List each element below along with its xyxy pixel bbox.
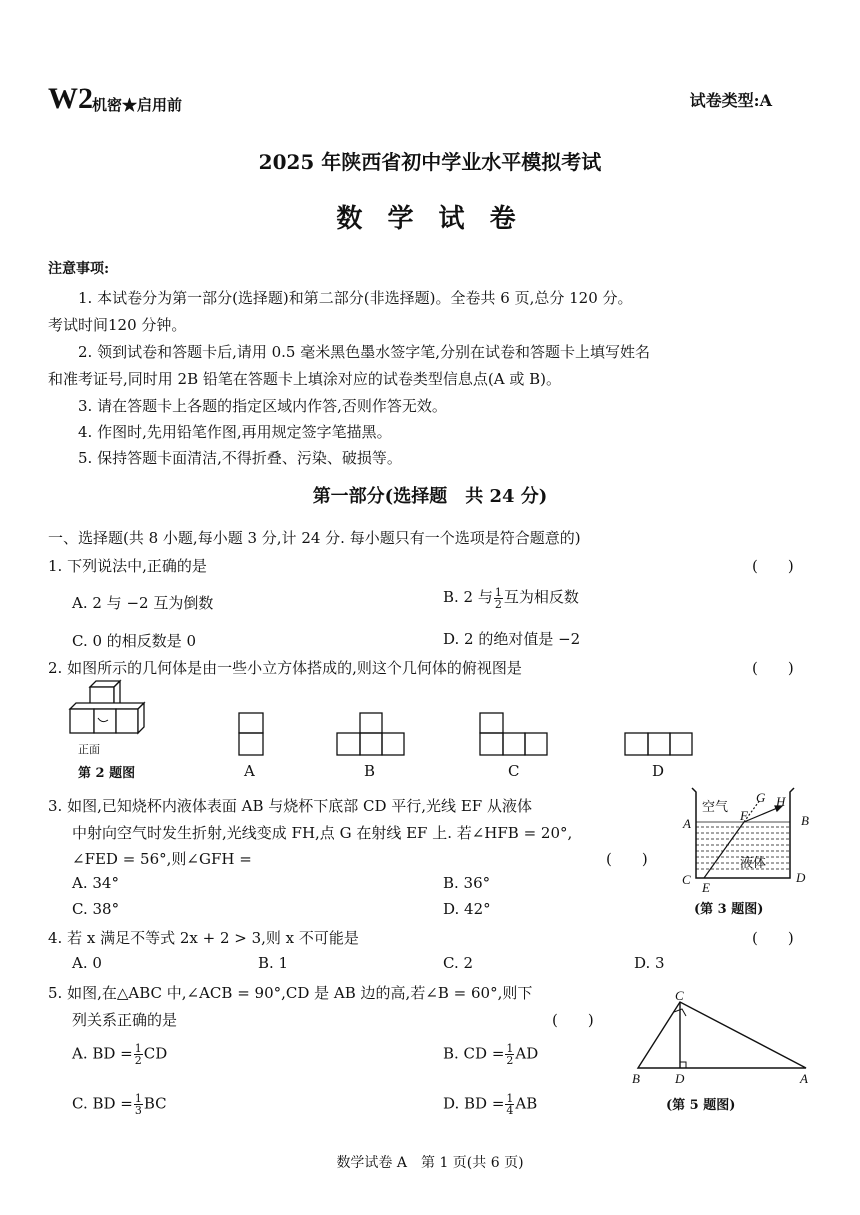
- frac-num: 1: [506, 1092, 514, 1105]
- q5-option-c-post: BC: [143, 1094, 167, 1113]
- q2-option-a: A: [244, 762, 255, 780]
- section-title: 第一部分(选择题 共 24 分): [312, 486, 548, 507]
- q5-option-c-pre: C. BD =: [72, 1094, 133, 1113]
- q5-point-c: C: [675, 988, 684, 1003]
- q3-line-2: 中射向空气时发生折射,光线变成 FH,点 G 在射线 EF 上. 若∠HFB = 20°,: [72, 824, 573, 842]
- q3-air-label: 空气: [702, 800, 729, 815]
- q5-answer-paren: ( ): [552, 1011, 594, 1029]
- q5-option-d-post: AB: [515, 1094, 538, 1113]
- q5-option-d-frac: [505, 1093, 514, 1116]
- q3-answer-paren: ( ): [606, 850, 648, 868]
- q1-option-d: D. 2 的绝对值是 −2: [443, 630, 581, 648]
- cube-front-3: [116, 709, 138, 733]
- q5-point-b: B: [632, 1071, 640, 1086]
- page-footer: 数学试卷 A 第 1 页(共 6 页): [336, 1155, 524, 1171]
- q1-option-b-frac: [494, 587, 503, 610]
- frac-num: 1: [506, 1042, 514, 1055]
- q2-option-c-figure: [479, 712, 551, 758]
- subject-title: 数 学 试 卷: [336, 204, 524, 234]
- q5-point-a: A: [800, 1071, 808, 1086]
- q4-option-d: D. 3: [634, 954, 665, 972]
- q4-stem: 4. 若 x 满足不等式 2x + 2 > 3,则 x 不可能是: [48, 929, 359, 947]
- q1-option-c: C. 0 的相反数是 0: [72, 632, 197, 650]
- q3-point-e: E: [702, 880, 710, 895]
- frac-den: 2: [134, 1054, 142, 1067]
- q5-option-c: [72, 1093, 167, 1116]
- q5-option-a-frac: [134, 1043, 143, 1066]
- q2-option-d: D: [652, 762, 665, 780]
- q3-line-1: 3. 如图,已知烧杯内液体表面 AB 与烧杯下底部 CD 平行,光线 EF 从液体: [48, 797, 532, 815]
- q2-option-b: B: [364, 762, 376, 780]
- q2-option-d-figure: [624, 732, 696, 758]
- paper-type: 试卷类型:A: [689, 91, 772, 110]
- q5-option-a-post: CD: [143, 1044, 168, 1063]
- q3-point-b: B: [801, 813, 809, 828]
- q4-option-a: A. 0: [72, 954, 102, 972]
- q4-option-c: C. 2: [443, 954, 474, 972]
- q5-line-2: 列关系正确的是: [72, 1011, 178, 1029]
- q3-option-a: A. 34°: [72, 874, 119, 892]
- ray-ef: [704, 822, 744, 878]
- notice-heading: 注意事项:: [48, 261, 110, 277]
- frac-num: 1: [134, 1042, 142, 1055]
- frac-den: 3: [134, 1104, 142, 1117]
- q3-option-b: B. 36°: [443, 874, 491, 892]
- notice-item-1: 1. 本试卷分为第一部分(选择题)和第二部分(非选择题)。全卷共 6 页,总分 120 分。: [78, 289, 633, 307]
- q3-fig-caption: (第 3 题图): [694, 902, 764, 917]
- q5-line-1: 5. 如图,在△ABC 中,∠ACB = 90°,CD 是 AB 边的高,若∠B = 60°,则下: [48, 984, 533, 1002]
- q1-option-b-pre: B. 2 与: [443, 588, 493, 606]
- q5-option-b-frac: [505, 1043, 514, 1066]
- q5-option-d-pre: D. BD =: [443, 1094, 505, 1113]
- q2-option-b-figure: [336, 712, 408, 758]
- q2-fig-caption: 第 2 题图: [78, 766, 136, 781]
- q5-option-c-frac: [134, 1093, 143, 1116]
- cube-row-top: [70, 703, 144, 709]
- q2-front-label: 正面: [78, 743, 100, 756]
- q2-stem: 2. 如图所示的几何体是由一些小立方体搭成的,则这个几何体的俯视图是: [48, 659, 522, 677]
- frac-num: 1: [134, 1092, 142, 1105]
- q3-option-c: C. 38°: [72, 900, 120, 918]
- notice-item-4: 4. 作图时,先用铅笔作图,再用规定签字笔描黑。: [78, 423, 392, 441]
- frac-den: 2: [494, 597, 502, 611]
- q4-answer-paren: ( ): [752, 929, 794, 947]
- q5-fig-caption: (第 5 题图): [666, 1098, 736, 1113]
- frac-num: 1: [494, 585, 502, 599]
- frac-den: 4: [506, 1104, 514, 1117]
- q3-point-h: H: [776, 794, 786, 809]
- notice-item-2: 2. 领到试卷和答题卡后,请用 0.5 毫米黑色墨水签字笔,分别在试卷和答题卡上填写姓名: [78, 343, 651, 361]
- notice-item-1-cont: 考试时间120 分钟。: [48, 316, 187, 334]
- q5-option-a: [72, 1043, 167, 1066]
- q4-option-b: B. 1: [258, 954, 289, 972]
- notice-item-5: 5. 保持答题卡面清洁,不得折叠、污染、破损等。: [78, 449, 402, 467]
- q2-option-a-figure: [238, 712, 266, 758]
- q2-solid-figure: [68, 680, 168, 740]
- q1-answer-paren: ( ): [752, 557, 794, 575]
- q3-point-c: C: [682, 872, 691, 887]
- cube-side-lower: [138, 703, 144, 733]
- q5-option-b-pre: B. CD =: [443, 1044, 505, 1063]
- q3-point-d: D: [796, 870, 806, 885]
- cube-front-1: [70, 709, 94, 733]
- q3-liquid-label: 液体: [740, 856, 767, 871]
- frac-den: 2: [506, 1054, 514, 1067]
- q1-option-b-post: 互为相反数: [503, 588, 579, 606]
- secret-label: 机密★启用前: [92, 96, 183, 114]
- q5-option-d: [443, 1093, 537, 1116]
- notice-item-3: 3. 请在答题卡上各题的指定区域内作答,否则作答无效。: [78, 397, 447, 415]
- q2-answer-paren: ( ): [752, 659, 794, 677]
- q1-option-b: [443, 586, 579, 610]
- q1-option-a: A. 2 与 −2 互为倒数: [72, 594, 214, 612]
- q2-option-c: C: [508, 762, 520, 780]
- q3-point-g: G: [756, 790, 766, 805]
- q1-stem: 1. 下列说法中,正确的是: [48, 557, 207, 575]
- notice-item-2-cont: 和准考证号,同时用 2B 铅笔在答题卡上填涂对应的试卷类型信息点(A 或 B)。: [48, 370, 561, 388]
- q5-option-b-post: AD: [515, 1044, 539, 1063]
- q3-point-a: A: [683, 816, 691, 831]
- section-instruction: 一、选择题(共 8 小题,每小题 3 分,计 24 分. 每小题只有一个选项是符合题意的): [48, 529, 581, 547]
- exam-title: 2025 年陕西省初中学业水平模拟考试: [258, 150, 602, 174]
- q5-triangle-figure: [628, 996, 814, 1076]
- q5-option-b: [443, 1043, 538, 1066]
- triangle-abc: [638, 1002, 806, 1068]
- paper-code: W2: [48, 82, 93, 115]
- q3-point-f: F: [740, 808, 748, 823]
- q3-option-d: D. 42°: [443, 900, 491, 918]
- q5-option-a-pre: A. BD =: [72, 1044, 133, 1063]
- q5-point-d: D: [675, 1071, 685, 1086]
- q3-line-3: ∠FED = 56°,则∠GFH =: [72, 850, 252, 868]
